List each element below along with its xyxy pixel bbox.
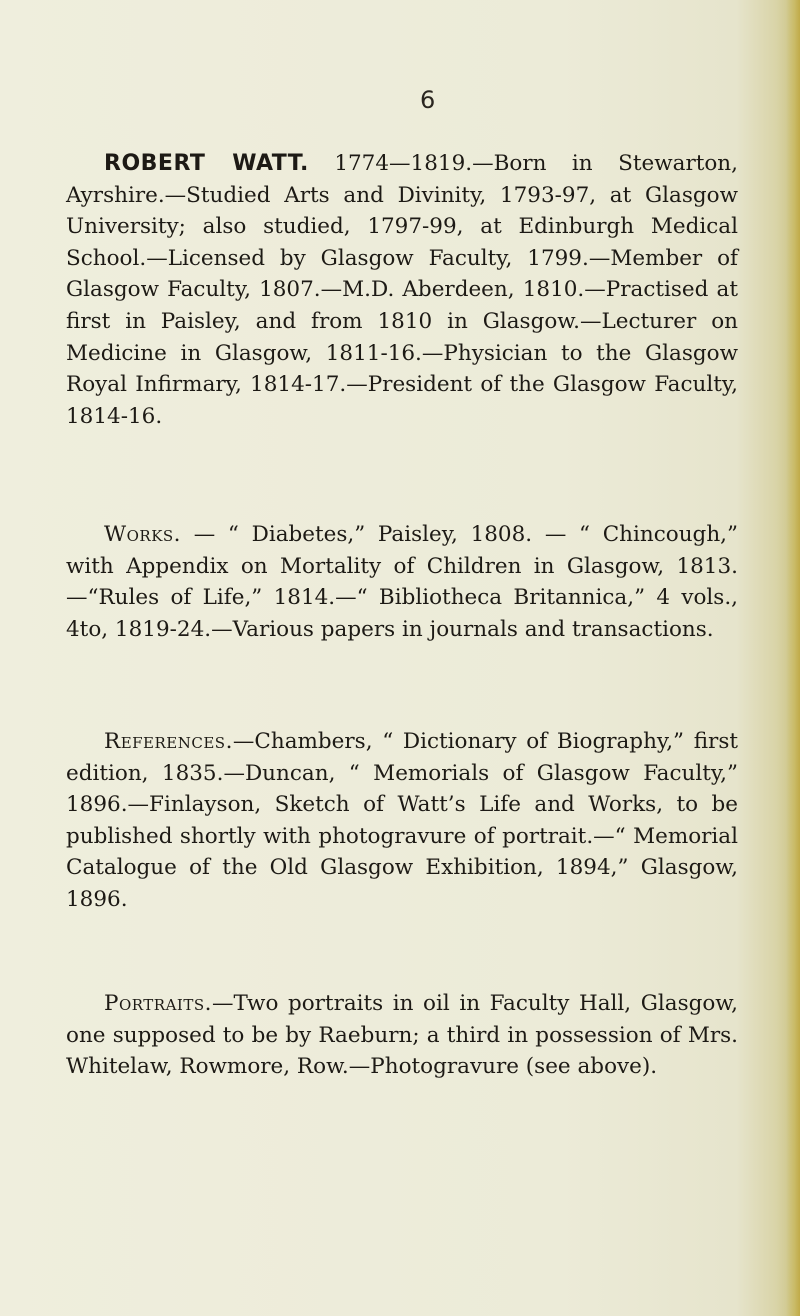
works-paragraph [66,519,738,645]
portraits-text: —Two portraits in oil in Faculty Hall, Glasgow, one supposed to be by Raeburn; a third in possession of Mrs. Whitelaw, Rowmore, Row.—Photogravure (see above). [66,991,738,1080]
portraits-paragraph [66,988,738,1083]
references-paragraph [66,726,738,916]
works-label: Works. [104,522,182,547]
biography-paragraph [66,148,738,432]
works-text: — “ Diabetes,” Paisley, 1808. — “ Chincough,” with Appendix on Mortality of Children in Glasgow, 1813. —“Rules of Life,” 1814.—“ Bibliotheca Britannica,” 4 vols., 4to, 1819-24.—Various papers in journals and transactions. [66,522,738,642]
subject-name: ROBERT WATT. [104,151,309,176]
portraits-label: Portraits. [104,991,212,1016]
biography-text: 1774—1819.—Born in Stewarton, Ayrshire.—Studied Arts and Divinity, 1793-97, at Glasgow University; also studied, 1797-99, at Edinburgh Medical School.—Licensed by Glasgow Faculty, 1799.—Member of Glasgow Faculty, 1807.—M.D. Aberdeen, 1810.—Practised at first in Paisley, and from 1810 in Glasgow.—Lecturer on Medicine in Glasgow, 1811-16.—Physician to the Glasgow Royal Infirmary, 1814-17.—President of the Glasgow Faculty, 1814-16. [66,151,738,429]
page-number: 6 [420,86,436,114]
page-edge-shadow [786,0,800,1316]
references-text: —Chambers, “ Dictionary of Biography,” first edition, 1835.—Duncan, “ Memorials of Glasgow Faculty,” 1896.—Finlayson, Sketch of Watt’s Life and Works, to be published shortly with photogravure of portrait.—“ Memorial Catalogue of the Old Glasgow Exhibition, 1894,” Glasgow, 1896. [66,729,738,912]
references-label: References. [104,729,233,754]
